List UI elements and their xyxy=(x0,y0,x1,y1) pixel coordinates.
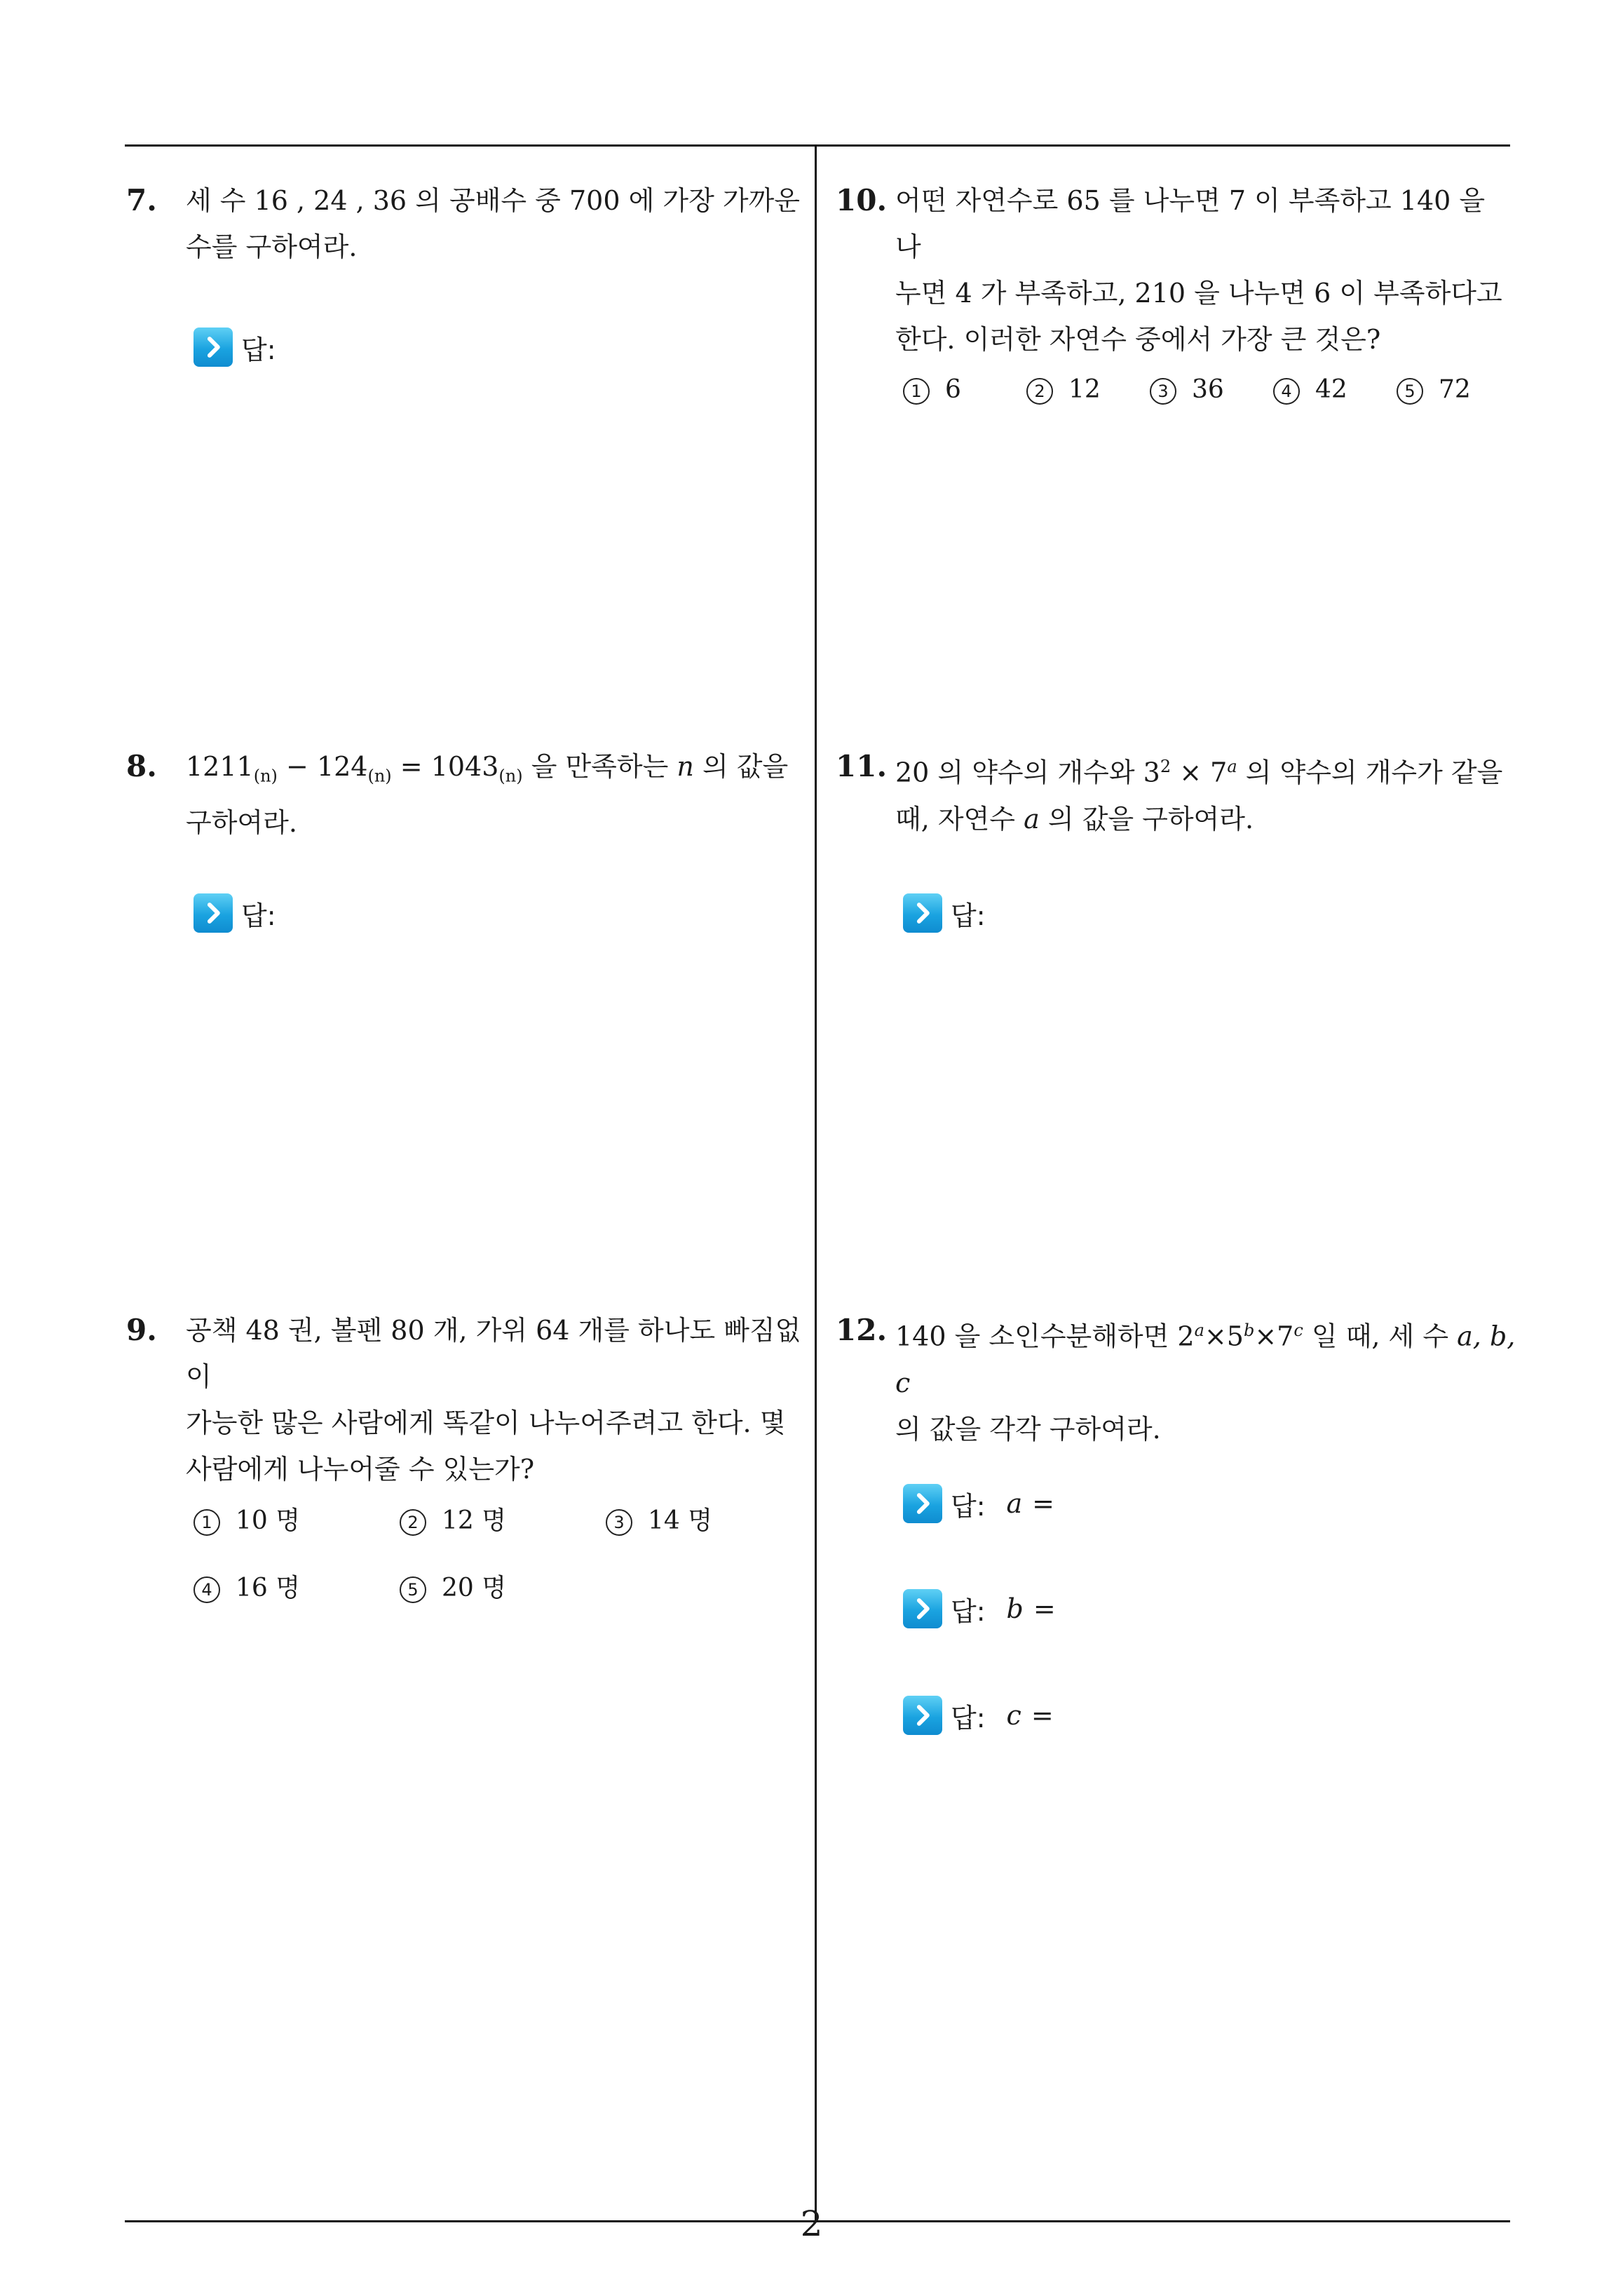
question-text: 의 값을 xyxy=(702,751,789,782)
question-text-line: 수를 구하여라. xyxy=(186,231,358,262)
question-text-line: 어떤 자연수로 65 를 나누면 7 이 부족하고 140 을 나 xyxy=(895,185,1486,262)
choice-mark: 3 xyxy=(606,1509,632,1536)
expr-op: × xyxy=(1179,757,1202,788)
choice-mark: 4 xyxy=(193,1576,220,1603)
expr-op: = xyxy=(400,751,423,782)
question-text-line xyxy=(186,743,806,799)
question-text: 의 약수의 개수가 같을 xyxy=(1245,757,1503,788)
exponent: 2 xyxy=(1160,757,1172,776)
math-variable: n xyxy=(677,751,694,782)
choice-text: 12 xyxy=(1068,375,1101,404)
answer-variable: b xyxy=(1006,1593,1024,1624)
choice-text: 20 명 xyxy=(442,1574,507,1602)
question-text-line xyxy=(895,796,1516,842)
choice-4[interactable] xyxy=(193,1568,300,1604)
question-text-line: 누면 4 가 부족하고, 210 을 나누면 6 이 부족하다고 xyxy=(895,278,1502,309)
question-text-line: 공책 48 권, 볼펜 80 개, 가위 64 개를 하나도 빠짐없이 xyxy=(186,1315,801,1392)
answer-variable: c xyxy=(1006,1700,1021,1731)
question-text: 일 때, 세 수 xyxy=(1311,1321,1449,1352)
answer-equals: = xyxy=(1032,1488,1055,1519)
answer-label: 답: xyxy=(951,900,986,931)
choice-text: 72 xyxy=(1439,375,1471,404)
chevron-right-icon xyxy=(193,327,233,367)
choices-10 xyxy=(903,375,1506,417)
choice-2[interactable] xyxy=(1026,375,1101,405)
answer-field-11[interactable] xyxy=(903,893,1007,933)
answer-variable: a xyxy=(1006,1488,1023,1519)
answer-label: 답: xyxy=(951,1490,986,1522)
question-number: 8. xyxy=(126,749,157,783)
question-10 xyxy=(836,177,1516,363)
choice-mark: 5 xyxy=(1397,378,1423,405)
choice-3[interactable] xyxy=(1150,375,1224,405)
column-divider xyxy=(815,146,817,2222)
chevron-right-icon xyxy=(903,893,942,933)
question-text: 20 의 약수의 개수와 3 xyxy=(895,757,1160,788)
expr-base: (n) xyxy=(253,766,278,786)
question-text: 140 을 소인수분해하면 2 xyxy=(895,1321,1195,1352)
answer-field-7[interactable] xyxy=(193,327,297,367)
question-9 xyxy=(126,1307,806,1492)
choice-5[interactable] xyxy=(400,1568,506,1604)
question-number: 9. xyxy=(126,1313,157,1347)
question-12 xyxy=(836,1307,1516,1452)
answer-label: 답: xyxy=(241,334,276,365)
question-number: 10. xyxy=(836,183,888,217)
expr-term: 1043 xyxy=(430,751,499,782)
expr-op: − xyxy=(286,751,308,782)
question-text: 때, 자연수 xyxy=(895,803,1015,835)
answer-label: 답: xyxy=(241,900,276,931)
question-text-line xyxy=(895,1307,1516,1406)
question-text-line: 가능한 많은 사람에게 똑같이 나누어주려고 한다. 몇 xyxy=(186,1407,786,1438)
choice-text: 36 xyxy=(1192,375,1224,404)
math-variable: a xyxy=(1024,803,1040,835)
choice-mark: 1 xyxy=(903,378,930,405)
question-text-line xyxy=(895,743,1516,796)
choice-4[interactable] xyxy=(1273,375,1347,405)
choice-text: 6 xyxy=(945,375,961,404)
choice-text: 42 xyxy=(1315,375,1347,404)
choices-9 xyxy=(193,1501,810,1613)
choice-text: 14 명 xyxy=(648,1506,713,1535)
question-text: 을 만족하는 xyxy=(531,751,669,782)
answer-field-8[interactable] xyxy=(193,893,297,933)
choice-mark: 3 xyxy=(1150,378,1176,405)
expr-term: 7 xyxy=(1210,757,1228,788)
choice-mark: 5 xyxy=(400,1576,426,1603)
choice-mark: 2 xyxy=(1026,378,1053,405)
question-number: 11. xyxy=(836,749,888,783)
answer-field-12b[interactable] xyxy=(903,1589,1056,1628)
expr-term: 5 xyxy=(1226,1321,1244,1352)
expr-term: 1211 xyxy=(186,751,254,782)
chevron-right-icon xyxy=(193,893,233,933)
question-7 xyxy=(126,177,806,270)
chevron-right-icon xyxy=(903,1696,942,1735)
question-text-line: 사람에게 나누어줄 수 있는가? xyxy=(186,1454,535,1485)
expr-term: 7 xyxy=(1277,1321,1294,1352)
answer-equals: = xyxy=(1033,1593,1056,1624)
expr-term: 124 xyxy=(316,751,368,782)
exponent: b xyxy=(1243,1321,1255,1340)
choice-mark: 2 xyxy=(400,1509,426,1536)
chevron-right-icon xyxy=(903,1484,942,1523)
exponent: a xyxy=(1194,1321,1204,1340)
answer-label: 답: xyxy=(951,1595,986,1627)
chevron-right-icon xyxy=(903,1589,942,1628)
question-number: 12. xyxy=(836,1313,888,1347)
expr-op: × xyxy=(1204,1321,1227,1352)
choice-1[interactable] xyxy=(903,375,961,405)
page-number: 2 xyxy=(800,2203,823,2244)
question-8 xyxy=(126,743,806,846)
exponent: c xyxy=(1293,1321,1303,1340)
question-text-line: 한다. 이러한 자연수 중에서 가장 큰 것은? xyxy=(895,324,1381,355)
question-text-line: 세 수 16 , 24 , 36 의 공배수 중 700 에 가장 가까운 xyxy=(186,185,800,216)
exponent: a xyxy=(1227,757,1237,776)
choice-text: 12 명 xyxy=(442,1506,507,1535)
question-text-line: 의 값을 각각 구하여라. xyxy=(895,1413,1161,1445)
choice-5[interactable] xyxy=(1397,375,1471,405)
choice-mark: 1 xyxy=(193,1509,220,1536)
choice-2[interactable] xyxy=(400,1501,506,1537)
choice-text: 16 명 xyxy=(236,1574,301,1602)
answer-equals: = xyxy=(1031,1700,1054,1731)
choice-text: 10 명 xyxy=(236,1506,301,1535)
choice-1[interactable] xyxy=(193,1501,300,1537)
answer-label: 답: xyxy=(951,1702,986,1734)
question-text: 의 값을 구하여라. xyxy=(1047,803,1254,835)
math-variable: a, b, c xyxy=(895,1321,1516,1398)
expr-base: (n) xyxy=(498,766,523,786)
expr-op: × xyxy=(1254,1321,1277,1352)
choice-3[interactable] xyxy=(606,1501,712,1537)
question-text-line: 구하여라. xyxy=(186,806,297,838)
choice-mark: 4 xyxy=(1273,378,1300,405)
expr-base: (n) xyxy=(367,766,392,786)
answer-field-12a[interactable] xyxy=(903,1484,1054,1523)
top-rule xyxy=(125,144,1510,147)
question-11 xyxy=(836,743,1516,842)
answer-field-12c[interactable] xyxy=(903,1696,1054,1735)
question-number: 7. xyxy=(126,183,157,217)
